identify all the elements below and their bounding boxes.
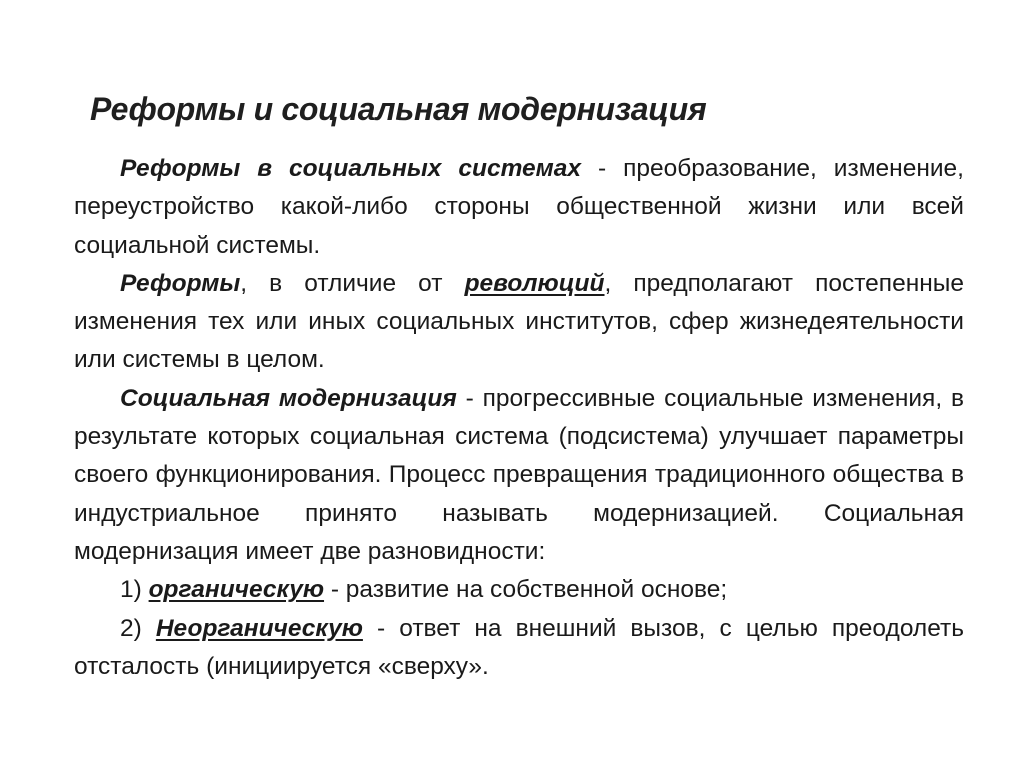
term-inorganic: Неорганическую bbox=[155, 614, 363, 642]
term-social-modernization: Социальная модернизация bbox=[120, 384, 457, 412]
paragraph-reforms-definition bbox=[74, 150, 964, 265]
term-organic: органическую bbox=[148, 576, 325, 604]
paragraph-text: , предполагают постепенные изменения тех или иных социальных институтов, сфер жизнедеятельности или системы в целом. bbox=[74, 269, 964, 374]
paragraph-text: - ответ на внешний вызов, с целью преодолеть отсталость (инициируется «сверху». bbox=[74, 614, 964, 680]
paragraph-text: - развитие на собственной основе; bbox=[324, 576, 728, 604]
slide-body bbox=[74, 150, 964, 686]
list-item-organic bbox=[74, 571, 964, 609]
list-item-number: 2) bbox=[120, 614, 156, 642]
paragraph-social-modernization bbox=[74, 380, 964, 571]
paragraph-text: , в отличие от bbox=[240, 269, 465, 297]
paragraph-text: - прогрессивные социальные изменения, в результате которых социальная система (подсистема) улучшает параметры своего функционирования. Процесс превращения традиционного общества в индустриальное принято называть модернизацией. Социальная модернизация имеет две разновидности: bbox=[74, 384, 964, 565]
paragraph-reforms-vs-revolutions bbox=[74, 265, 964, 380]
list-item-inorganic bbox=[74, 610, 964, 687]
slide-title: Реформы и социальная модернизация bbox=[90, 91, 707, 128]
paragraph-text: - преобразование, изменение, переустройство какой-либо стороны общественной жизни или всей социальной системы. bbox=[74, 155, 964, 259]
list-item-number: 1) bbox=[120, 576, 149, 604]
term-reforms: Реформы bbox=[120, 269, 241, 297]
term-revolutions: революций bbox=[464, 269, 605, 297]
term-reforms-in-social-systems: Реформы в социальных системах bbox=[120, 155, 582, 182]
